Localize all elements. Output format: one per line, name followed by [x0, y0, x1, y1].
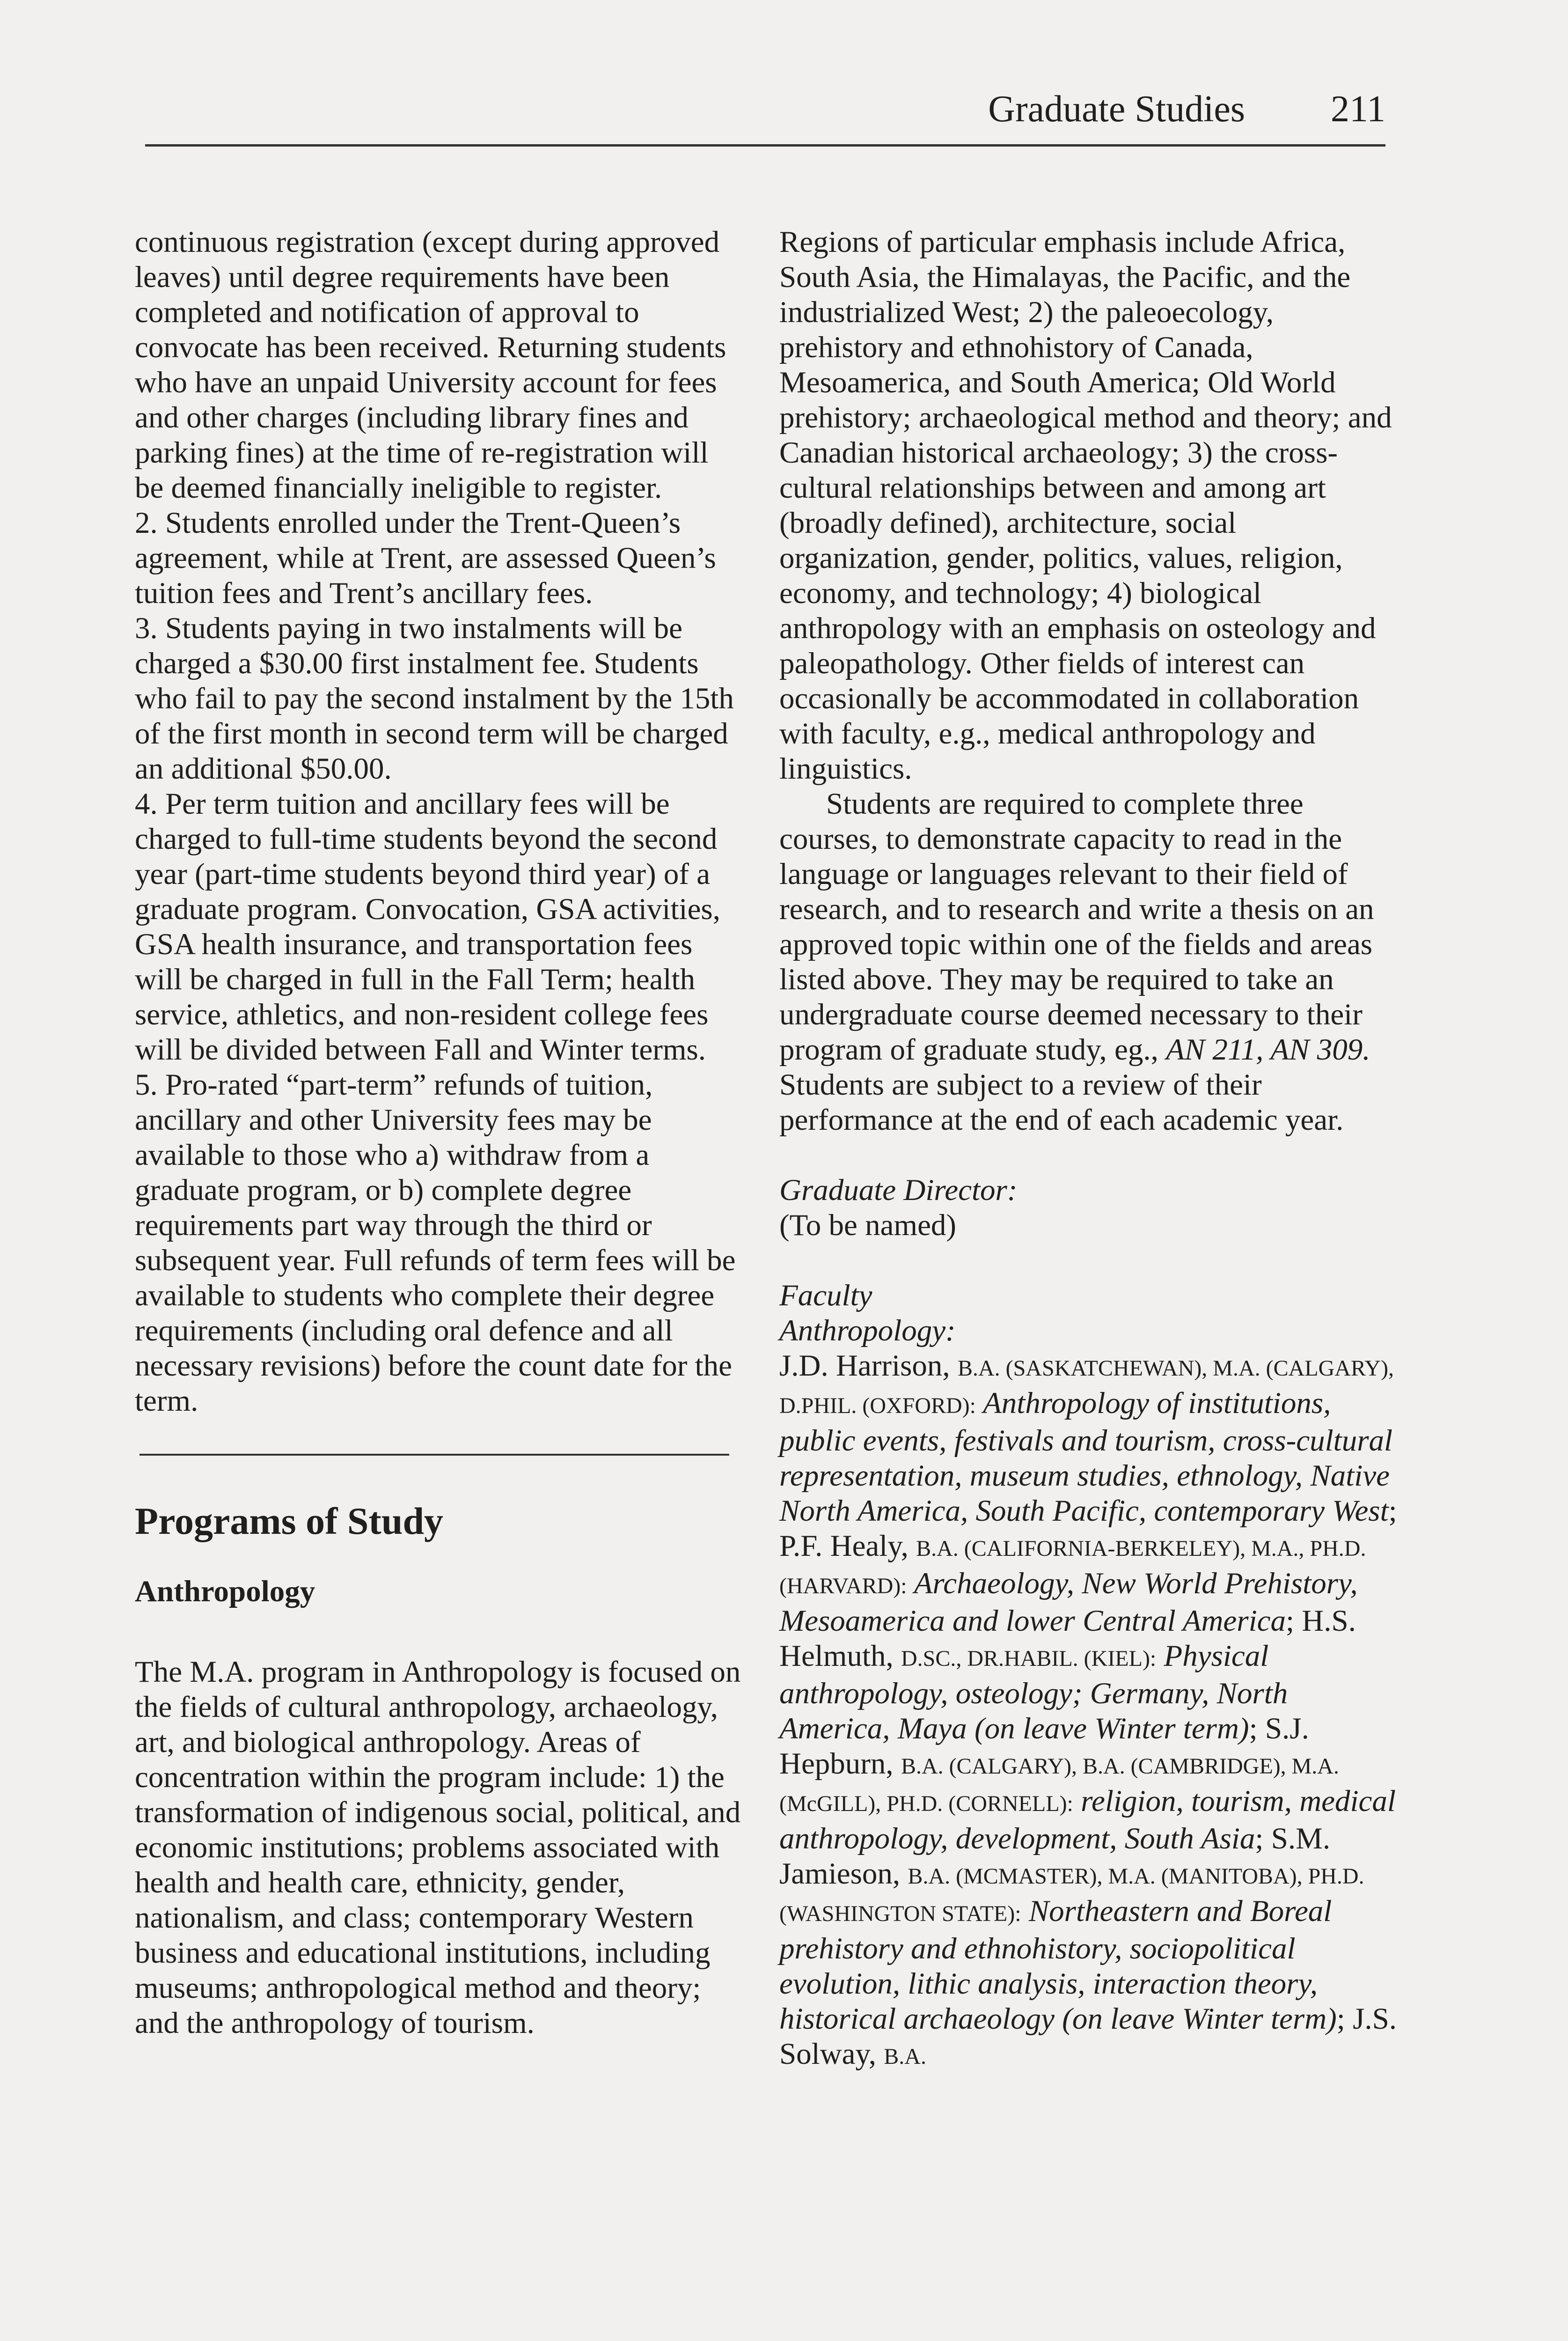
- faculty-list: [779, 1348, 1402, 2074]
- faculty-harrison-name: J.D. Harrison,: [779, 1349, 958, 1383]
- section-divider: [139, 1454, 729, 1456]
- faculty-solway-degrees: B.A.: [884, 2044, 926, 2069]
- page-number: 211: [1330, 88, 1385, 130]
- faculty-healy-name: ; P.F. Healy,: [779, 1494, 1397, 1563]
- registration-paragraph: continuous registration (except during approved leaves) until degree requirements have been completed and notification of approval to convocate has been received. Returning students who have an unpaid University account for fees and other charges (including library fines and parking fines) at the time of re-registration will be deemed financially ineligible to register.: [135, 225, 726, 505]
- regions-paragraph: Regions of particular emphasis include Africa, South Asia, the Himalayas, the Pacific, and the industrialized West; 2) the paleoecology, prehistory and ethnohistory of Canada, Mesoamerica, and South America; Old World prehistory; archaeological method and theory; and Canadian historical archaeology; 3) the cross-cultural relationships between and among art (broadly defined), architecture, social organization, gender, politics, values, religion, economy, and technology; 4) biological anthropology with an emphasis on osteology and paleopathology. Other fields of interest can occasionally be accommodated in collaboration with faculty, e.g., medical anthropology and linguistics.: [779, 225, 1392, 786]
- note-4: 4. Per term tuition and ancillary fees will be charged to full-time students beyond the second year (part-time students beyond third year) of a graduate program. Convocation, GSA activities, GSA health insurance, and transportation fees will be charged in full in the Fall Term; health service, athletics, and non-resident college fees will be divided between Fall and Winter terms.: [135, 787, 720, 1067]
- graduate-director-label: Graduate Director:: [779, 1173, 1018, 1207]
- requirements-text: Students are required to complete three courses, to demonstrate capacity to read in the language or languages relevant to their field of research, and to research and write a thesis on an approved topic within one of the fields and areas listed above. They may be required to take an undergraduate course deemed necessary to their program of graduate study, eg.,: [779, 787, 1374, 1067]
- faculty-hepburn-degrees: B.A. (CALGARY), B.A. (CAMBRIDGE), M.A. (McGILL), PH.D. (CORNELL):: [779, 1754, 1339, 1816]
- faculty-healy-fields: Archaeology, New World Prehistory, Mesoamerica and lower Central America: [779, 1567, 1358, 1638]
- ma-program-paragraph: The M.A. program in Anthropology is focused on the fields of cultural anthropology, archaeology, art, and biological anthropology. Areas of concentration within the program include: 1) the transformation of indigenous social, political, and economic institutions; problems associated with health and health care, ethnicity, gender, nationalism, and class; contemporary Western business and educational institutions, including museums; anthropological method and theory; and the anthropology of tourism.: [135, 1655, 741, 2040]
- faculty-department: Anthropology:: [779, 1314, 956, 1347]
- right-column: [779, 225, 1402, 2074]
- anthropology-heading: Anthropology: [135, 1575, 315, 1608]
- note-5: 5. Pro-rated “part-term” refunds of tuition, ancillary and other University fees may be available to those who a) withdraw from a graduate program, or b) complete degree requirements part way through the third or subsequent year. Full refunds of term fees will be available to students who complete their degree requirements (including oral defence and all necessary revisions) before the count date for the term.: [135, 1068, 736, 1418]
- header-section-title: Graduate Studies: [988, 88, 1245, 130]
- faculty-solway-name: ; J.S. Solway,: [779, 2002, 1397, 2071]
- left-column: [135, 225, 743, 2041]
- faculty-harrison-degrees: B.A. (SASKATCHEWAN), M.A. (CALGARY), D.PHIL. (OXFORD):: [779, 1356, 1394, 1418]
- requirements-review: Students are subject to a review of their performance at the end of each academic year.: [779, 1068, 1344, 1137]
- graduate-director-name: (To be named): [779, 1208, 957, 1242]
- requirements-paragraph: [779, 787, 1402, 1138]
- programs-heading: Programs of Study: [135, 1500, 444, 1542]
- faculty-helmuth-fields: Physical anthropology, osteology; Germany, North America, Maya (on leave Winter term): [779, 1639, 1288, 1745]
- faculty-healy-degrees: B.A. (CALIFORNIA-BERKELEY), M.A., PH.D. (HARVARD):: [779, 1536, 1366, 1598]
- note-3: 3. Students paying in two instalments will be charged a $30.00 first instalment fee. Students who fail to pay the second instalment by the 15th of the first month in second term will be charged an additional $50.00.: [135, 611, 734, 786]
- course-codes: AN 211, AN 309.: [1166, 1033, 1370, 1067]
- faculty-hepburn-fields: religion, tourism, medical anthropology, development, South Asia: [779, 1784, 1396, 1855]
- faculty-harrison-fields: Anthropology of institutions, public events, festivals and tourism, cross-cultural representation, museum studies, ethnology, Native North America, South Pacific, contemporary West: [779, 1386, 1393, 1528]
- faculty-jamieson-fields: Northeastern and Boreal prehistory and ethnohistory, sociopolitical evolution, lithic analysis, interaction theory, historical archaeology (on leave Winter term): [779, 1894, 1337, 2036]
- faculty-hepburn-name: ; S.J. Hepburn,: [779, 1712, 1309, 1781]
- faculty-helmuth-degrees: D.SC., DR.HABIL. (KIEL):: [901, 1646, 1157, 1671]
- faculty-jamieson-degrees: B.A. (MCMASTER), M.A. (MANITOBA), PH.D. (WASHINGTON STATE):: [779, 1864, 1364, 1926]
- faculty-label: Faculty: [779, 1279, 872, 1312]
- faculty-jamieson-name: ; S.M. Jamieson,: [779, 1822, 1331, 1891]
- running-header: [145, 83, 1385, 147]
- note-2: 2. Students enrolled under the Trent-Queen’s agreement, while at Trent, are assessed Queen’s tuition fees and Trent’s ancillary fees.: [135, 506, 716, 610]
- faculty-helmuth-name: ; H.S. Helmuth,: [779, 1604, 1356, 1673]
